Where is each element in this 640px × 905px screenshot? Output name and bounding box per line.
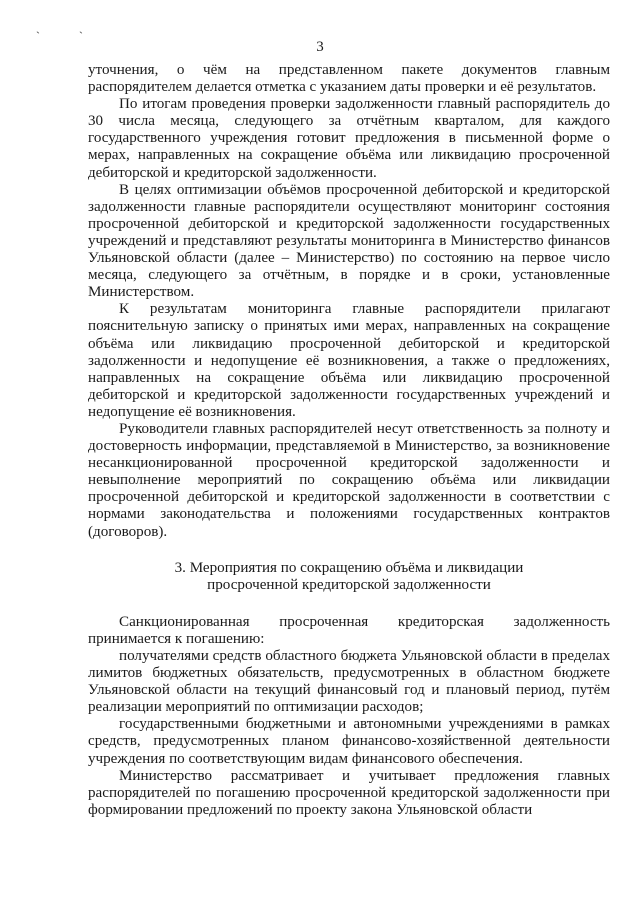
paragraph: Санкционированная просроченная кредиторская задолженность принимается к погашению: [88, 613, 610, 647]
paragraph: В целях оптимизации объёмов просроченной дебиторской и кредиторской задолженности главные распорядители осуществляют мониторинг состояния просроченной дебиторской и кредиторской задолженности государственных учреждений и представляют результаты мониторинга в Министерство финансов Ульяновской области (далее – Министерство) по состоянию на первое число месяца, следующего за отчётным, в порядке и в сроки, установленные Министерством. [88, 181, 610, 301]
document-body [88, 62, 610, 819]
paragraph: уточнения, о чём на представленном пакете документов главным распорядителем делается отметка с указанием даты проверки и её результатов. [88, 62, 610, 96]
paragraph: К результатам мониторинга главные распорядители прилагают пояснительную записку о принятых ими мерах, направленных на сокращение объёма или ликвидацию просроченной дебиторской и кредиторской задолженности и недопущение её возникновения, а также о предложениях, направленных на сокращение объёма или ликвидацию просроченной дебиторской и кредиторской задолженности государственных учреждений и недопущение её возникновения. [88, 301, 610, 420]
paragraph: государственными бюджетными и автономными учреждениями в рамках средств, предусмотренных планом финансово-хозяйственной деятельности учреждения по соответствующим видам финансового обеспечения. [88, 716, 610, 767]
page-number: 3 [316, 39, 324, 55]
section-heading-line: 3. Мероприятия по сокращению объёма и ликвидации [174, 559, 524, 576]
section-heading-line: просроченной кредиторской задолженности [207, 576, 491, 593]
scan-marks: ` ` [36, 29, 101, 43]
paragraph: Министерство рассматривает и учитывает предложения главных распорядителей по погашению просроченной кредиторской задолженности при формировании предложений по проекту закона Ульяновской области [88, 767, 610, 818]
paragraph: Руководители главных распорядителей несут ответственность за полноту и достоверность информации, представляемой в Министерство, за возникновение несанкционированной просроченной кредиторской задолженности и невыполнение мероприятий по сокращению объёма или ликвидации просроченной дебиторской и кредиторской задолженности в соответствии с нормами законодательства и положениями государственных контрактов (договоров). [88, 420, 610, 540]
paragraph: получателями средств областного бюджета Ульяновской области в пределах лимитов бюджетных обязательств, предусмотренных в областном бюджете Ульяновской области на текущий финансовый год и плановый период, путём реализации мероприятий по оптимизации расходов; [88, 648, 610, 716]
section-heading [88, 560, 610, 594]
paragraph: По итогам проведения проверки задолженности главный распорядитель до 30 числа месяца, следующего за отчётным кварталом, для каждого государственного учреждения готовит предложения в письменной форме о мерах, направленных на сокращение объёма или ликвидацию просроченной дебиторской и кредиторской задолженности. [88, 96, 610, 181]
